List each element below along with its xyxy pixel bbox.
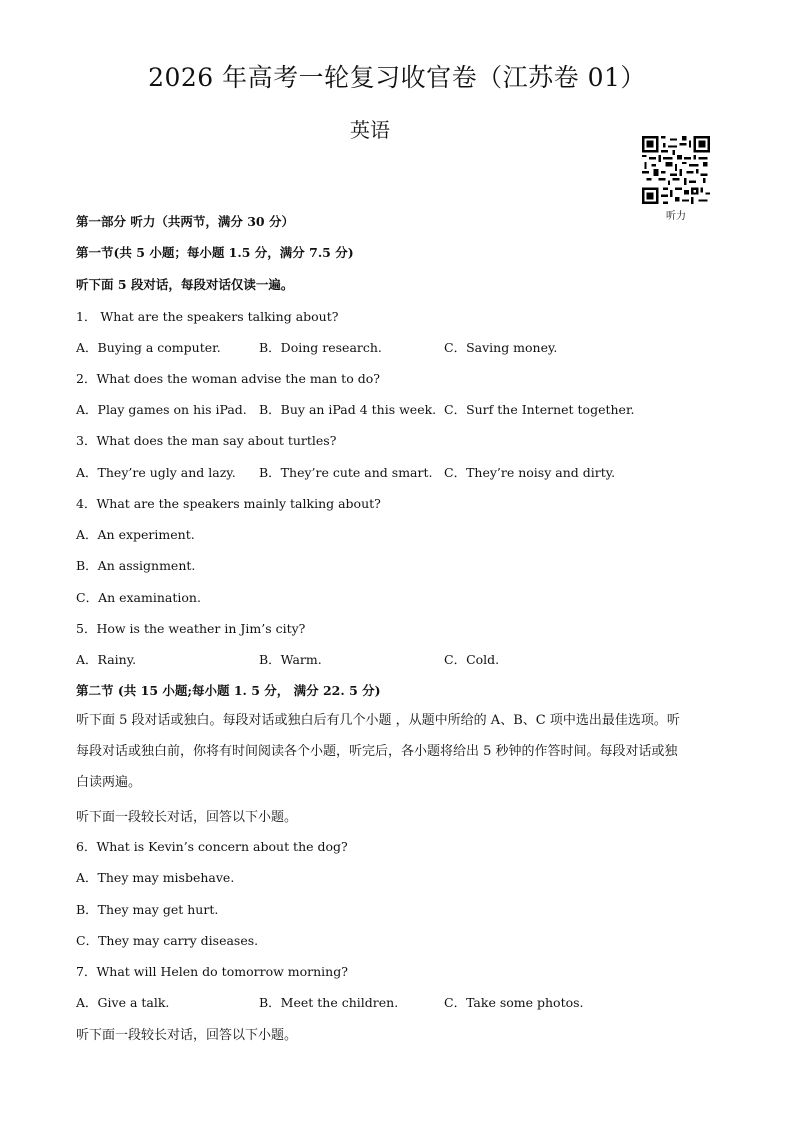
qr-code-icon[interactable] xyxy=(642,136,710,204)
section2-instruction-line: 每段对话或独白前，你将有时间阅读各个小题，听完后，各小题将给出 5 秒钟的作答时间。每段对话或独 xyxy=(76,744,678,759)
long-dialogue-instruction: 听下面一段较长对话，回答以下小题。 xyxy=(76,1028,298,1043)
section2-instruction xyxy=(76,705,720,798)
question-2-option-a[interactable]: A．Play games on his iPad. xyxy=(76,402,247,417)
question-2-option-c[interactable]: C．Surf the Internet together. xyxy=(444,402,635,417)
question-3-option-a[interactable]: A．They’re ugly and lazy. xyxy=(76,465,236,480)
question-7-stem: 7．What will Helen do tomorrow morning? xyxy=(76,964,348,979)
question-3-stem: 3．What does the man say about turtles? xyxy=(76,433,337,448)
page-title: 2026 年高考一轮复习收官卷（江苏卷 01） xyxy=(148,63,646,92)
question-4-option-b[interactable]: B．An assignment. xyxy=(76,558,196,573)
section1-heading: 第一节(共 5 小题；每小题 1.5 分，满分 7.5 分) xyxy=(76,245,354,260)
question-6-option-a[interactable]: A．They may misbehave. xyxy=(76,870,235,885)
question-3-option-b[interactable]: B．They’re cute and smart. xyxy=(259,465,433,480)
question-4-option-c[interactable]: C．An examination. xyxy=(76,590,201,605)
question-6-option-b[interactable]: B．They may get hurt. xyxy=(76,902,219,917)
question-2-option-b[interactable]: B．Buy an iPad 4 this week. xyxy=(259,402,437,417)
question-7-option-c[interactable]: C．Take some photos. xyxy=(444,995,584,1010)
question-5-option-b[interactable]: B．Warm. xyxy=(259,652,322,667)
question-6-option-c[interactable]: C．They may carry diseases. xyxy=(76,933,259,948)
question-4-option-a[interactable]: A．An experiment. xyxy=(76,527,195,542)
question-7-option-b[interactable]: B．Meet the children. xyxy=(259,995,399,1010)
question-1-option-a[interactable]: A．Buying a computer. xyxy=(76,340,221,355)
question-5-option-a[interactable]: A．Rainy. xyxy=(76,652,137,667)
question-1-stem: 1． What are the speakers talking about? xyxy=(76,309,339,324)
question-5-option-c[interactable]: C．Cold. xyxy=(444,652,500,667)
question-6-stem: 6．What is Kevin’s concern about the dog? xyxy=(76,839,348,854)
qr-label: 听力 xyxy=(666,211,686,222)
question-7-option-a[interactable]: A．Give a talk. xyxy=(76,995,170,1010)
question-1-option-b[interactable]: B．Doing research. xyxy=(259,340,382,355)
long-dialogue-instruction: 听下面一段较长对话，回答以下小题。 xyxy=(76,810,298,825)
section1-instruction: 听下面 5 段对话，每段对话仅读一遍。 xyxy=(76,277,294,292)
part1-heading: 第一部分 听力（共两节，满分 30 分） xyxy=(76,214,294,229)
section2-heading: 第二节 (共 15 小题;每小题 1. 5 分， 满分 22. 5 分) xyxy=(76,683,381,698)
question-3-option-c[interactable]: C．They’re noisy and dirty. xyxy=(444,465,616,480)
section2-instruction-line: 白读两遍。 xyxy=(76,775,142,790)
question-5-stem: 5．How is the weather in Jim’s city? xyxy=(76,621,306,636)
section2-instruction-line: 听下面 5 段对话或独白。每段对话或独白后有几个小题 ，从题中所给的 A、B、C 项中选出最佳选项。听 xyxy=(76,713,680,728)
subject-title: 英语 xyxy=(350,118,390,142)
question-2-stem: 2．What does the woman advise the man to do? xyxy=(76,371,380,386)
question-4-stem: 4．What are the speakers mainly talking about? xyxy=(76,496,381,511)
question-1-option-c[interactable]: C．Saving money. xyxy=(444,340,558,355)
